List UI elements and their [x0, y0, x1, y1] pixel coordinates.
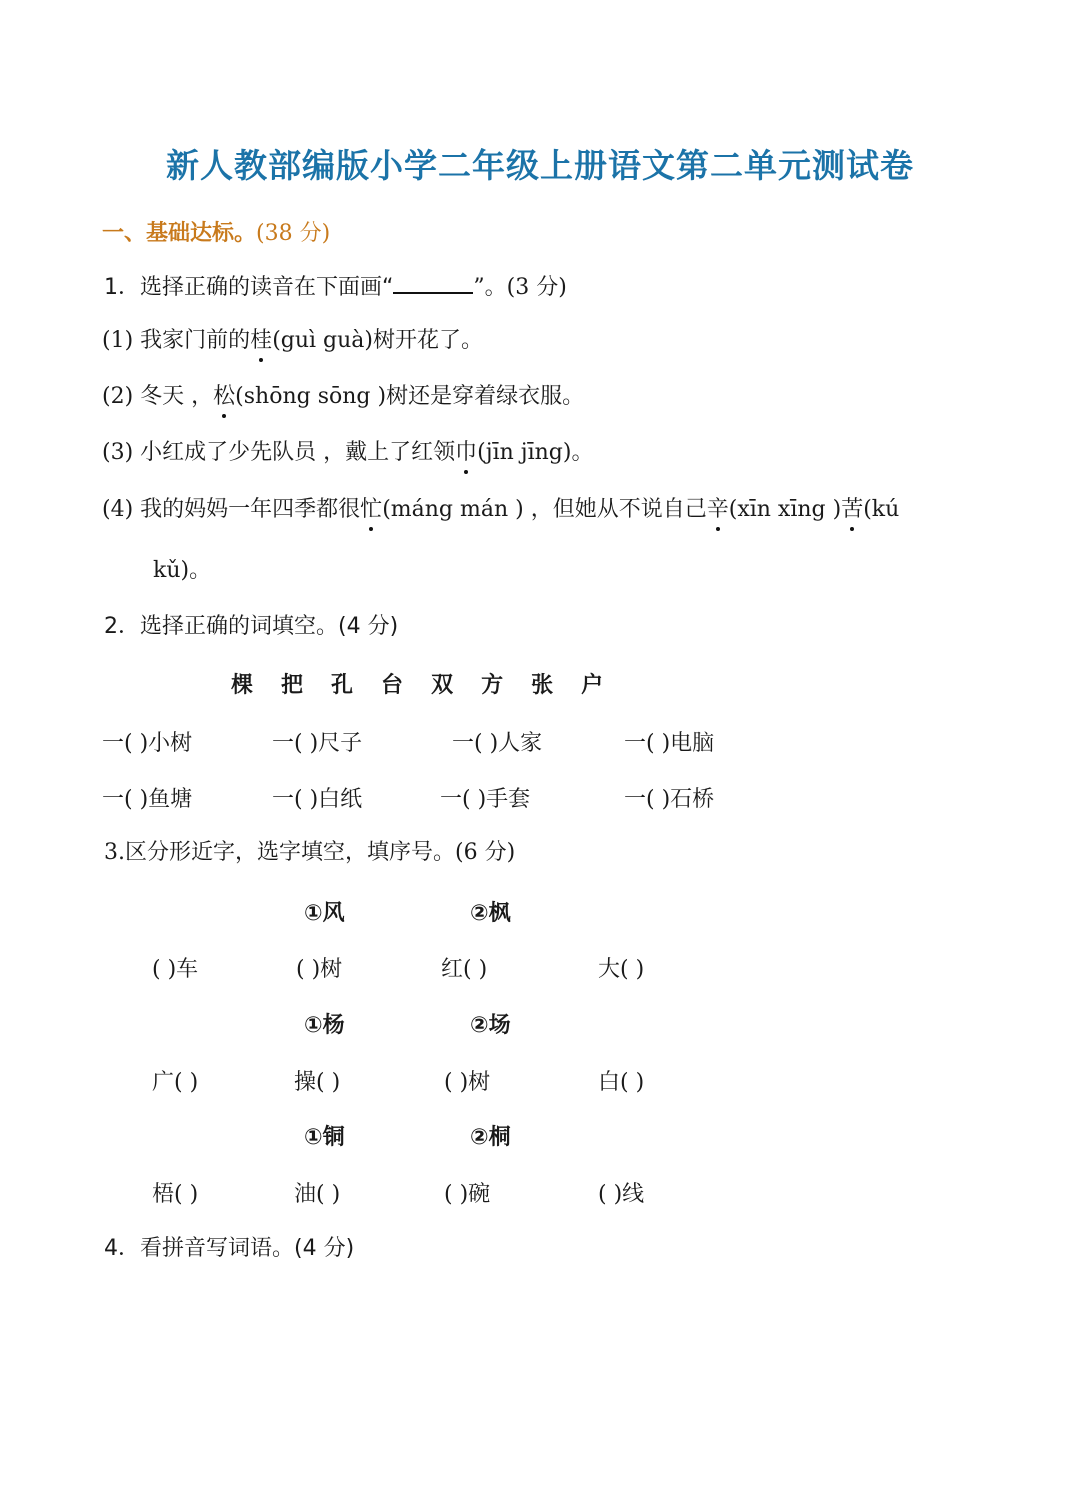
word-option: 棵	[231, 673, 254, 698]
dotted-char: 巾	[455, 438, 477, 468]
word-option: 方	[481, 673, 504, 698]
dotted-char: 苦	[841, 495, 863, 525]
fill-blank[interactable]: ( )碗	[444, 1182, 491, 1207]
fill-blank[interactable]: 梧( )	[152, 1182, 199, 1207]
section-label: 一、基础达标。	[102, 221, 257, 246]
char-option: ②桐	[470, 1125, 511, 1150]
dotted-char: 忙	[360, 495, 382, 525]
question-3-stem: 3.区分形近字，选字填空，填序号。(6 分)	[104, 840, 516, 865]
item-text: (2) 冬天 ，	[102, 384, 214, 409]
dotted-char: 桂	[250, 326, 272, 356]
dotted-char: 辛	[707, 495, 729, 525]
char-option: ①铜	[304, 1125, 345, 1150]
word-option: 户	[581, 673, 604, 698]
dotted-char: 松	[213, 382, 235, 412]
fill-blank[interactable]: 一( )白纸	[272, 787, 363, 812]
question-1-stem-text: 1．选择正确的读音在下面画“	[104, 275, 394, 300]
item-options: (guì guà)树开花了。	[272, 328, 484, 353]
fill-blank[interactable]: 操( )	[294, 1070, 341, 1095]
question-1-score: ”。(3 分)	[473, 275, 567, 300]
item-text: (1) 我家门前的	[102, 328, 251, 353]
word-option: 把	[281, 673, 304, 698]
fill-blank[interactable]: 一( )石桥	[624, 787, 715, 812]
fill-blank[interactable]: 一( )尺子	[272, 731, 363, 756]
char-option: ②场	[470, 1013, 511, 1038]
fill-blank[interactable]: 红( )	[441, 957, 488, 982]
item-options: (máng mán ) ，但她从不说自己	[382, 497, 707, 522]
word-option: 张	[531, 673, 554, 698]
item-options: (kú	[863, 497, 900, 522]
question-4-stem: 4．看拼音写词语。(4 分)	[104, 1236, 355, 1261]
fill-blank[interactable]: 大( )	[598, 957, 645, 982]
underline-sample	[393, 274, 473, 294]
item-options: (jīn jīng)。	[477, 440, 594, 465]
question-1-item-4	[102, 495, 899, 525]
word-bank	[231, 668, 631, 699]
item-text: (3) 小红成了少先队员 ，戴上了红领	[102, 440, 456, 465]
fill-blank[interactable]: 油( )	[294, 1182, 341, 1207]
section-heading	[102, 216, 330, 247]
fill-blank[interactable]: 一( )手套	[440, 787, 531, 812]
item-options: (xīn xīng )	[728, 497, 842, 522]
fill-blank[interactable]: ( )线	[598, 1182, 645, 1207]
fill-blank[interactable]: 一( )小树	[102, 731, 193, 756]
word-option: 双	[431, 673, 454, 698]
fill-blank[interactable]: 一( )鱼塘	[102, 787, 193, 812]
question-1-item-4-continued: kǔ)。	[153, 558, 212, 583]
fill-blank[interactable]: 一( )电脑	[624, 731, 715, 756]
word-option: 孔	[331, 673, 354, 698]
fill-blank[interactable]: 一( )人家	[452, 731, 543, 756]
question-1-item-2	[102, 382, 584, 412]
char-option: ①杨	[304, 1013, 345, 1038]
question-1-stem	[104, 273, 567, 303]
fill-blank[interactable]: ( )车	[152, 957, 199, 982]
item-text: (4) 我的妈妈一年四季都很	[102, 497, 361, 522]
fill-blank[interactable]: ( )树	[444, 1070, 491, 1095]
question-1-item-1	[102, 326, 483, 356]
question-2-stem: 2．选择正确的词填空。(4 分)	[104, 614, 399, 639]
word-option: 台	[381, 673, 404, 698]
fill-blank[interactable]: 白( )	[598, 1070, 645, 1095]
page-title: 新人教部编版小学二年级上册语文第二单元测试卷	[166, 146, 914, 185]
section-score: (38 分)	[256, 221, 331, 246]
fill-blank[interactable]: ( )树	[296, 957, 343, 982]
char-option: ②枫	[470, 901, 511, 926]
item-options: (shōng sōng )树还是穿着绿衣服。	[235, 384, 585, 409]
fill-blank[interactable]: 广( )	[152, 1070, 199, 1095]
char-option: ①风	[304, 901, 345, 926]
question-1-item-3	[102, 438, 593, 468]
